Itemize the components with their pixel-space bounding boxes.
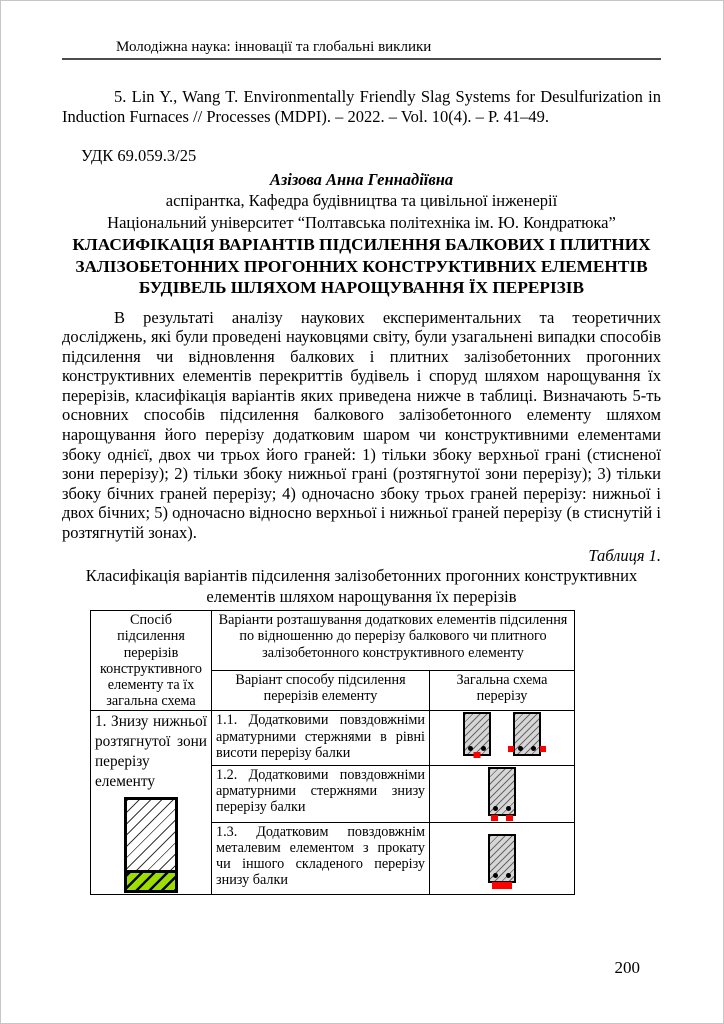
added-layer-green-strip <box>127 870 175 890</box>
beam-elevation-diagram <box>124 797 178 893</box>
method-label: 1. Знизу нижньої розтягнутої зони перерізу елементу <box>95 713 207 790</box>
beam-section-icon <box>463 712 491 756</box>
added-rebar-red-icon <box>506 815 513 821</box>
author-affiliation: Національний університет “Полтавська політехніка ім. Ю. Кондратюка” <box>107 212 616 232</box>
beam-section-icon <box>513 712 541 756</box>
beam-section-icon <box>488 767 516 816</box>
scheme-1-2 <box>434 767 570 816</box>
scheme-1-1 <box>434 712 570 756</box>
existing-concrete-hatch <box>127 800 175 870</box>
scheme-1-3 <box>434 834 570 883</box>
scheme-cell-1-1 <box>430 711 575 766</box>
scheme-cell-1-3 <box>430 822 575 894</box>
rebar-dot-icon <box>468 746 473 751</box>
added-steel-plate-red-icon <box>492 882 512 889</box>
added-rebar-red-icon <box>508 746 514 752</box>
article-title: КЛАСИФІКАЦІЯ ВАРІАНТІВ ПІДСИЛЕННЯ БАЛКОВИХ І ПЛИТНИХ ЗАЛІЗОБЕТОННИХ ПРОГОННИХ КОНСТРУКТИВНИХ ЕЛЕМЕНТІВ БУДІВЕЛЬ ШЛЯХОМ НАРОЩУВАННЯ ЇХ ПЕРЕРІЗІВ <box>72 235 651 298</box>
running-head-title: Молодіжна наука: інновації та глобальні виклики <box>116 39 432 55</box>
table-caption: Класифікація варіантів підсилення залізобетонних прогонних конструктивних елементів шляхом нарощування їх перерізів <box>85 566 638 607</box>
rebar-dot-icon <box>481 746 486 751</box>
rebar-dot-icon <box>531 746 536 751</box>
scheme-cell-1-2 <box>430 765 575 822</box>
rebar-dot-icon <box>518 746 523 751</box>
classification-table <box>90 610 575 894</box>
table-row-1-1 <box>91 711 575 766</box>
method-cell-group-1 <box>91 711 212 894</box>
running-head <box>62 0 661 60</box>
added-rebar-red-icon <box>491 815 498 821</box>
added-rebar-red-icon <box>540 746 546 752</box>
variant-cell: 1.1. Додатковими повздовжніми арматурними стержнями в рівні висоти перерізу балки <box>212 711 430 766</box>
variant-cell: 1.3. Додатковим повздовжнім металевим елементом з прокату чи іншого складеного перерізу знизу балки <box>212 822 430 894</box>
author-role: аспірантка, Кафедра будівництва та цивільної інженерії <box>165 191 558 211</box>
added-rebar-red-icon <box>474 752 481 758</box>
author-name: Азізова Анна Геннадіївна <box>269 169 454 189</box>
variant-cell: 1.2. Додатковими повздовжніми арматурними стержнями знизу перерізу балки <box>212 765 430 822</box>
rebar-dot-icon <box>506 806 511 811</box>
udc-code: УДК 69.059.3/25 <box>81 146 197 166</box>
table-number-label: Таблиця 1. <box>588 545 661 565</box>
rebar-dot-icon <box>493 873 498 878</box>
article-body-paragraph: В результаті аналізу наукових експериментальних та теоретичних досліджень, які були проведені науковцями світу, були узагальнені випадки способів підсилення чи відновлення балкових і плитних залізобетонних прогонних конструктивних елементів перекриттів будівель і споруд шляхом нарощування їх перерізів, класифікація варіантів яких приведена нижче в таблиці. Визначають 5-ть основних способів підсилення балкового залізобетонного елементу шляхом нарощування його перерізу додатковим шаром чи конструктивними елементами збоку однієї, двох чи трьох його граней: 1) тільки збоку верхньої грані (стисненої зони перерізу); 2) тільки збоку нижньої грані (розтягнутої зони перерізу); 3) тільки збоку бічних граней перерізу; 4) одночасно збоку трьох граней перерізу: нижньої і двох бічних; 5) одночасно відносно верхньої і нижньої граней перерізу (в стиснутій і розтягнутій зонах). <box>62 307 661 543</box>
page-number: 200 <box>614 958 640 977</box>
author-block <box>62 169 661 234</box>
beam-elevation-wrap <box>95 797 207 893</box>
beam-section-icon <box>488 834 516 883</box>
page-content <box>62 0 661 895</box>
rebar-dot-icon <box>493 806 498 811</box>
table-header-row-1 <box>91 611 575 670</box>
header-method-column: Спосіб підсилення перерізів конструктивного елементу та їх загальна схема <box>91 611 212 711</box>
header-variant-column: Варіант способу підсилення перерізів елементу <box>212 670 430 711</box>
reference-item: 5. Lin Y., Wang T. Environmentally Friendly Slag Systems for Desulfurization in Induction Furnaces // Processes (MDPI). – 2022. – Vol. 10(4). – P. 41–49. <box>62 87 661 126</box>
rebar-dot-icon <box>506 873 511 878</box>
header-variants-group: Варіанти розташування додаткових елементів підсилення по відношенню до перерізу балкового чи плитного залізобетонного конструктивного елементу <box>212 611 575 670</box>
header-scheme-column: Загальна схема перерізу <box>430 670 575 711</box>
